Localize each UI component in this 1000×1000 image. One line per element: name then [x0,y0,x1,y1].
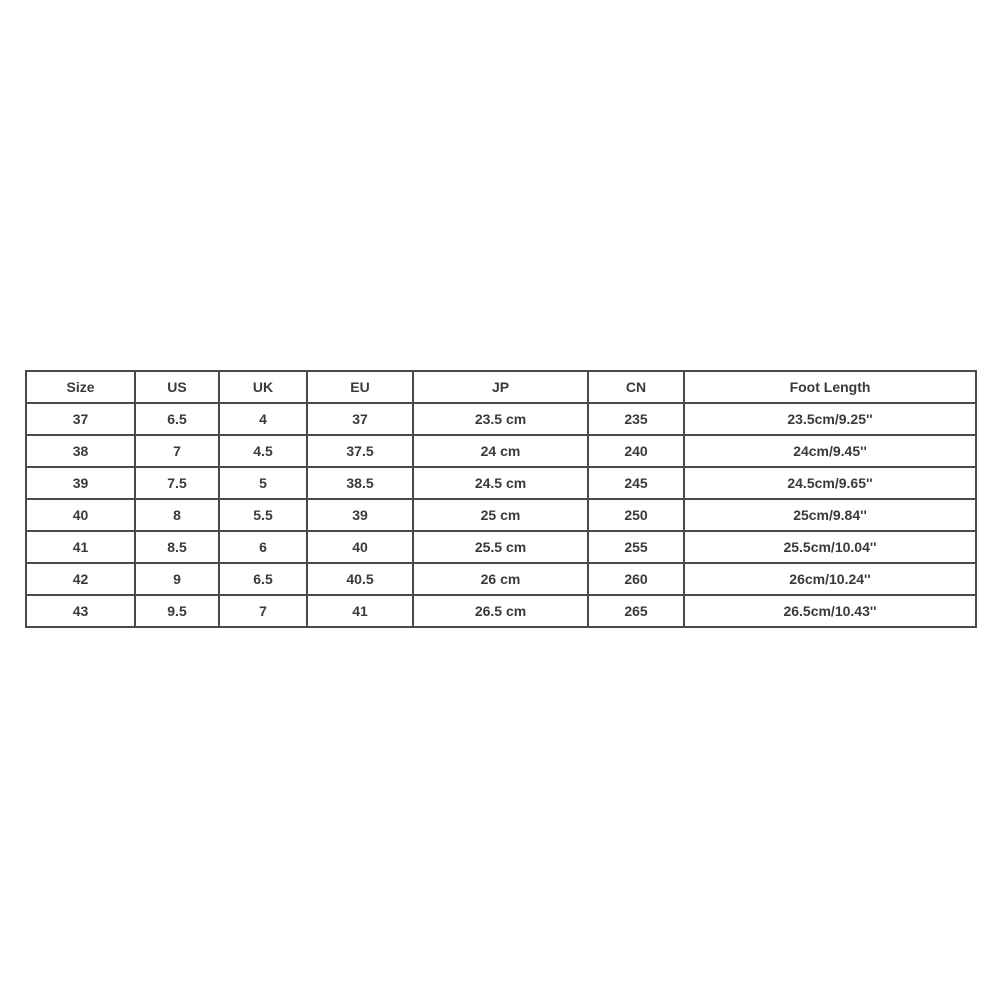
header-row [26,371,976,403]
cell-cn: 265 [588,595,684,627]
cell-eu: 37 [307,403,413,435]
cell-us: 9.5 [135,595,219,627]
header-eu: EU [307,371,413,403]
cell-foot-length: 26.5cm/10.43'' [684,595,976,627]
cell-uk: 6.5 [219,563,307,595]
cell-foot-length: 26cm/10.24'' [684,563,976,595]
cell-size: 39 [26,467,135,499]
cell-cn: 240 [588,435,684,467]
cell-uk: 7 [219,595,307,627]
cell-size: 40 [26,499,135,531]
cell-foot-length: 25.5cm/10.04'' [684,531,976,563]
cell-eu: 38.5 [307,467,413,499]
cell-size: 41 [26,531,135,563]
cell-cn: 235 [588,403,684,435]
header-us: US [135,371,219,403]
cell-cn: 250 [588,499,684,531]
header-jp: JP [413,371,588,403]
cell-jp: 24 cm [413,435,588,467]
cell-foot-length: 24cm/9.45'' [684,435,976,467]
cell-us: 8.5 [135,531,219,563]
cell-uk: 4.5 [219,435,307,467]
cell-us: 8 [135,499,219,531]
table-row [26,531,976,563]
table-row [26,435,976,467]
size-chart-table [25,370,977,628]
cell-size: 42 [26,563,135,595]
cell-uk: 5 [219,467,307,499]
header-cn: CN [588,371,684,403]
cell-jp: 24.5 cm [413,467,588,499]
cell-us: 7 [135,435,219,467]
cell-foot-length: 24.5cm/9.65'' [684,467,976,499]
cell-size: 43 [26,595,135,627]
cell-foot-length: 25cm/9.84'' [684,499,976,531]
table-row [26,499,976,531]
cell-uk: 6 [219,531,307,563]
cell-jp: 25 cm [413,499,588,531]
cell-cn: 245 [588,467,684,499]
table-row [26,467,976,499]
cell-uk: 4 [219,403,307,435]
cell-us: 9 [135,563,219,595]
cell-cn: 260 [588,563,684,595]
cell-eu: 39 [307,499,413,531]
header-foot-length: Foot Length [684,371,976,403]
cell-eu: 40 [307,531,413,563]
cell-foot-length: 23.5cm/9.25'' [684,403,976,435]
cell-jp: 25.5 cm [413,531,588,563]
cell-eu: 37.5 [307,435,413,467]
cell-jp: 26 cm [413,563,588,595]
cell-eu: 41 [307,595,413,627]
cell-cn: 255 [588,531,684,563]
header-size: Size [26,371,135,403]
header-uk: UK [219,371,307,403]
cell-us: 6.5 [135,403,219,435]
cell-size: 38 [26,435,135,467]
cell-uk: 5.5 [219,499,307,531]
table-row [26,563,976,595]
cell-eu: 40.5 [307,563,413,595]
table-row [26,595,976,627]
cell-size: 37 [26,403,135,435]
cell-jp: 23.5 cm [413,403,588,435]
cell-us: 7.5 [135,467,219,499]
cell-jp: 26.5 cm [413,595,588,627]
table-row [26,403,976,435]
